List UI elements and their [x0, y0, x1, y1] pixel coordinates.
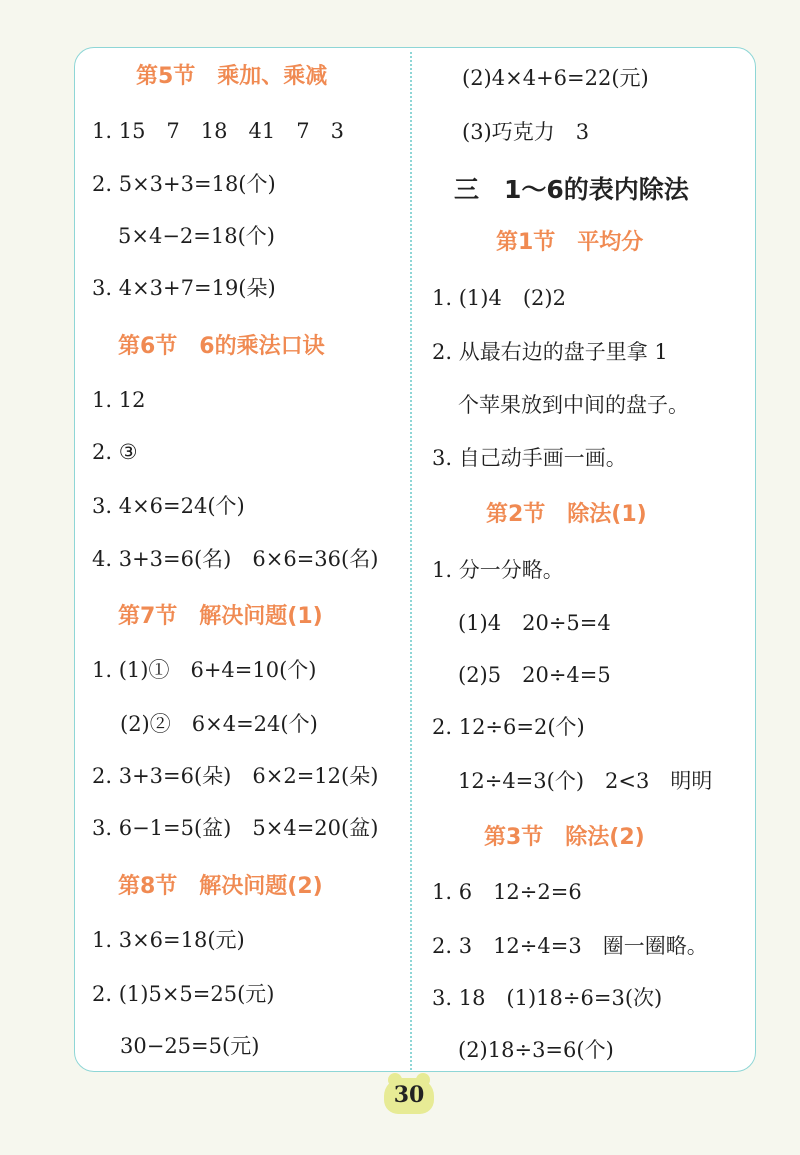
- s2-answer-1b: (2)5 20÷4=5: [458, 663, 611, 687]
- s2-answer-1: 1. 分一分略。: [432, 558, 564, 582]
- page-number: 30: [393, 1082, 425, 1108]
- s1-answer-1: 1. (1)4 (2)2: [432, 286, 566, 310]
- s2-answer-1a: (1)4 20÷5=4: [458, 611, 611, 635]
- unit-title: 三 1～6的表内除法: [454, 175, 689, 204]
- s3-answer-1: 1. 6 12÷2=6: [432, 880, 582, 904]
- s5-answer-2b: 5×4−2=18(个): [118, 224, 275, 248]
- s3-answer-2: 2. 3 12÷4=3 圈一圈略。: [432, 934, 708, 958]
- s2-answer-2: 2. 12÷6=2(个): [432, 715, 585, 739]
- continued-answer-3: (3)巧克力 3: [462, 120, 590, 144]
- s6-answer-2: 2. ③: [92, 440, 138, 464]
- s5-answer-1: 1. 15 7 18 41 7 3: [92, 119, 344, 143]
- s6-answer-3: 3. 4×6=24(个): [92, 494, 245, 518]
- s1-answer-3: 3. 自己动手画一画。: [432, 446, 627, 470]
- s3-answer-3: 3. 18 (1)18÷6=3(次): [432, 986, 663, 1010]
- section-6-title: 第6节 6的乘法口诀: [118, 334, 325, 359]
- section-2-title: 第2节 除法(1): [486, 502, 647, 527]
- s5-answer-2: 2. 5×3+3=18(个): [92, 172, 276, 196]
- s7-answer-1b: (2)② 6×4=24(个): [120, 712, 318, 736]
- s7-answer-1: 1. (1)① 6+4=10(个): [92, 658, 317, 682]
- continued-answer-2: (2)4×4+6=22(元): [462, 66, 649, 90]
- s6-answer-1: 1. 12: [92, 388, 146, 412]
- s8-answer-2b: 30−25=5(元): [120, 1034, 260, 1058]
- page-number-badge: [384, 1078, 434, 1114]
- section-5-title: 第5节 乘加、乘减: [136, 64, 328, 89]
- s1-answer-2: 2. 从最右边的盘子里拿 1: [432, 340, 668, 364]
- section-3-title: 第3节 除法(2): [484, 825, 645, 850]
- s1-answer-2b: 个苹果放到中间的盘子。: [458, 393, 689, 417]
- section-8-title: 第8节 解决问题(2): [118, 874, 323, 899]
- s2-answer-2b: 12÷4=3(个) 2<3 明明: [458, 769, 713, 793]
- column-divider: [410, 52, 412, 1070]
- s3-answer-3b: (2)18÷3=6(个): [458, 1038, 614, 1062]
- section-7-title: 第7节 解决问题(1): [118, 604, 323, 629]
- s5-answer-3: 3. 4×3+7=19(朵): [92, 276, 276, 300]
- s8-answer-1: 1. 3×6=18(元): [92, 928, 245, 952]
- s7-answer-2: 2. 3+3=6(朵) 6×2=12(朵): [92, 764, 379, 788]
- s7-answer-3: 3. 6−1=5(盆) 5×4=20(盆): [92, 816, 379, 840]
- s6-answer-4: 4. 3+3=6(名) 6×6=36(名): [92, 547, 379, 571]
- section-1-title: 第1节 平均分: [496, 230, 644, 255]
- s8-answer-2: 2. (1)5×5=25(元): [92, 982, 275, 1006]
